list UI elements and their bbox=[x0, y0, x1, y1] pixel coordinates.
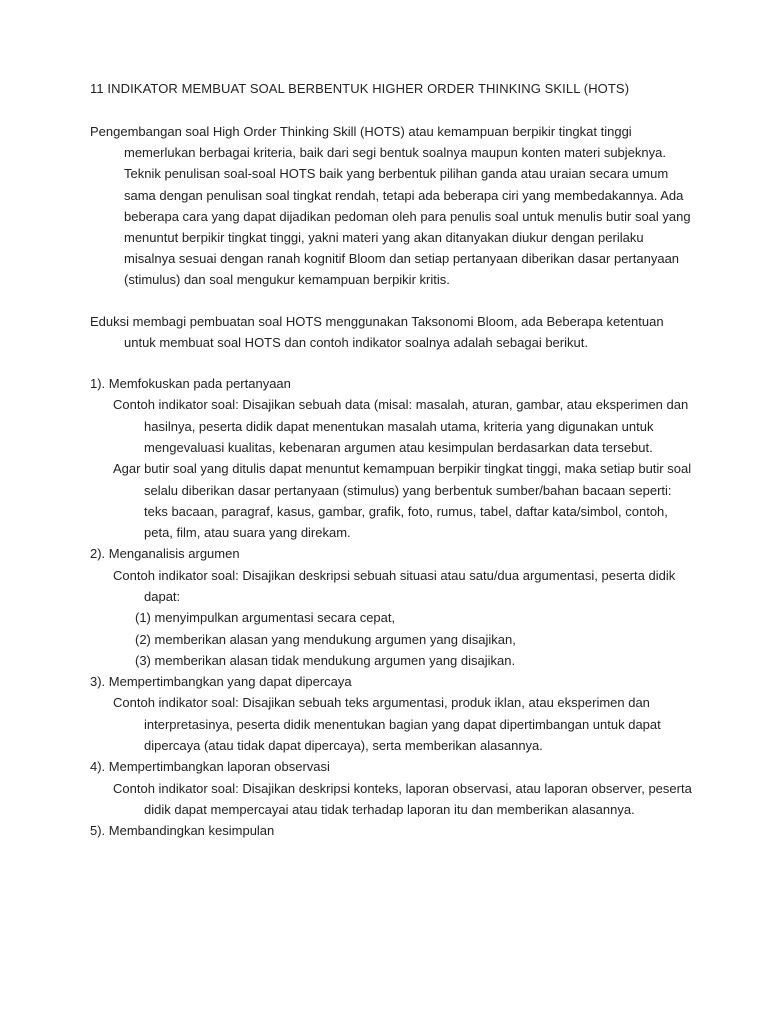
list-item: (2) memberikan alasan yang mendukung argumen yang disajikan, bbox=[135, 631, 516, 647]
indicator-example: Contoh indikator soal: Disajikan deskripsi konteks, laporan observasi, atau laporan observer, peserta didik dapat mempercayai atau tidak terhadap laporan itu dan memberikan alasannya. bbox=[113, 780, 692, 817]
section-heading: 3). Mempertimbangkan yang dapat dipercaya bbox=[90, 674, 352, 690]
section-4 bbox=[90, 756, 698, 820]
section-heading: 4). Mempertimbangkan laporan observasi bbox=[90, 759, 330, 775]
section-heading: 1). Memfokuskan pada pertanyaan bbox=[90, 376, 291, 392]
section-1 bbox=[90, 373, 698, 543]
stimulus-note: Agar butir soal yang ditulis dapat menuntut kemampuan berpikir tingkat tinggi, maka setiap butir soal selalu diberikan dasar pertanyaan (stimulus) yang berbentuk sumber/bahan bacaan seperti: teks bacaan, paragraf, kasus, gambar, grafik, foto, rumus, tabel, daftar kata/simbol, contoh, peta, film, atau suara yang direkam. bbox=[113, 461, 692, 541]
document-title: 11 INDIKATOR MEMBUAT SOAL BERBENTUK HIGHER ORDER THINKING SKILL (HOTS) bbox=[90, 81, 630, 96]
indicator-example: Contoh indikator soal: Disajikan deskripsi sebuah situasi atau satu/dua argumentasi, peserta didik dapat: bbox=[113, 567, 676, 604]
education-paragraph: Eduksi membagi pembuatan soal HOTS menggunakan Taksonomi Bloom, ada Beberapa ketentuan untuk membuat soal HOTS dan contoh indikator soalnya adalah sebagai berikut. bbox=[90, 313, 664, 350]
indicator-example: Contoh indikator soal: Disajikan sebuah data (misal: masalah, aturan, gambar, atau eksperimen dan hasilnya, peserta didik dapat menentukan masalah utama, kriteria yang digunakan untuk mengevaluasi kualitas, kebenaran argumen atau kesimpulan berdasarkan data tersebut. bbox=[113, 397, 689, 455]
intro-paragraph: Pengembangan soal High Order Thinking Skill (HOTS) atau kemampuan berpikir tingkat tinggi memerlukan berbagai kriteria, baik dari segi bentuk soalnya maupun konten materi subjeknya. Teknik penulisan soal-soal HOTS baik yang berbentuk pilihan ganda atau uraian secara umum sama dengan penulisan soal tingkat rendah, tetapi ada beberapa ciri yang membedakannya. Ada beberapa cara yang dapat dijadikan pedoman oleh para penulis soal untuk menulis butir soal yang menuntut berpikir tingkat tinggi, yakni materi yang akan ditanyakan diukur dengan perilaku misalnya sesuai dengan ranah kognitif Bloom dan setiap pertanyaan diberikan dasar pertanyaan (stimulus) dan soal mengukur kemampuan berpikir kritis. bbox=[90, 124, 691, 288]
indicator-example: Contoh indikator soal: Disajikan sebuah teks argumentasi, produk iklan, atau eksperimen dan interpretasinya, peserta didik menentukan bagian yang dapat dipertimbangan untuk dapat dipercaya (atau tidak dapat dipercaya), serta memberikan alasannya. bbox=[113, 695, 661, 754]
list-item: (1) menyimpulkan argumentasi secara cepat, bbox=[135, 610, 396, 626]
section-2 bbox=[90, 543, 698, 671]
section-5 bbox=[90, 820, 698, 841]
section-3 bbox=[90, 671, 698, 756]
section-heading: 5). Membandingkan kesimpulan bbox=[90, 823, 275, 839]
section-heading: 2). Menganalisis argumen bbox=[90, 546, 240, 562]
list-item: (3) memberikan alasan tidak mendukung argumen yang disajikan. bbox=[135, 652, 516, 668]
